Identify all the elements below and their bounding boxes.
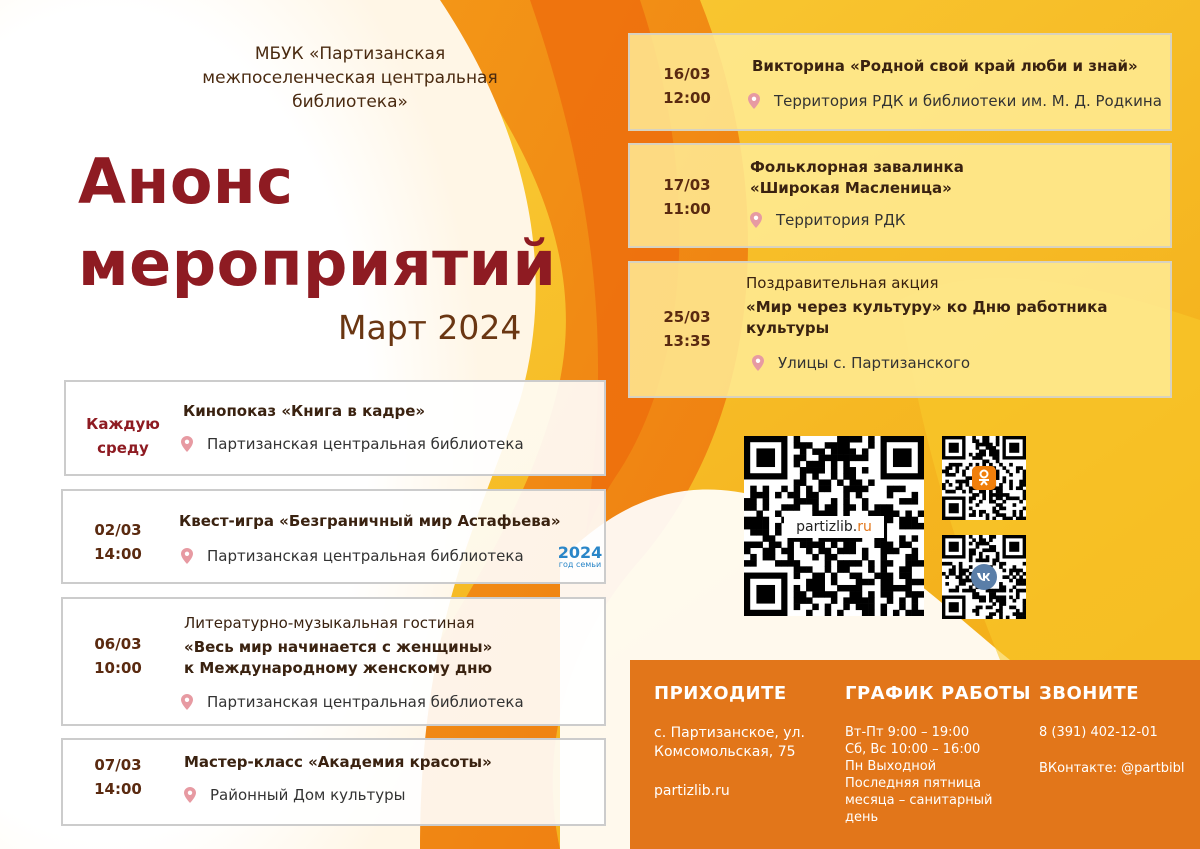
event-card-0603 bbox=[61, 597, 606, 726]
event-card-0203 bbox=[61, 489, 606, 584]
event-card-1703 bbox=[628, 143, 1172, 248]
phone-number[interactable]: 8 (391) 402-12-01 bbox=[1039, 725, 1158, 740]
call-heading: ЗВОНИТЕ bbox=[1039, 683, 1140, 704]
organization-name: МБУК «Партизанская межпоселенческая центральная библиотека» bbox=[202, 44, 498, 112]
family-year-logo: 2024 год семьи bbox=[557, 543, 603, 569]
event-date: 02/03 14:00 bbox=[94, 521, 142, 563]
event-subtitle: Поздравительная акция bbox=[746, 274, 939, 292]
event-date: Каждую среду bbox=[86, 415, 160, 457]
event-location: Территория РДК bbox=[750, 211, 906, 229]
vk-qr-code[interactable] bbox=[942, 535, 1026, 619]
schedule-list: Вт-Пт 9:00 – 19:00 Сб, Вс 10:00 – 16:00 Пн Выходной Последняя пятница месяца – санитарный день bbox=[845, 725, 993, 825]
location-pin-icon bbox=[181, 548, 193, 564]
event-title: Викторина «Родной свой край люби и знай» bbox=[752, 57, 1138, 75]
location-pin-icon bbox=[752, 355, 764, 371]
come-heading: ПРИХОДИТЕ bbox=[654, 683, 787, 704]
event-card-0703 bbox=[61, 738, 606, 826]
event-card-1603 bbox=[628, 33, 1172, 131]
event-date: 16/03 12:00 bbox=[663, 65, 711, 107]
event-title: Мастер-класс «Академия красоты» bbox=[184, 753, 492, 771]
website-qr-code[interactable] bbox=[744, 436, 924, 616]
event-title: Кинопоказ «Книга в кадре» bbox=[183, 402, 426, 420]
address: с. Партизанское, ул. Комсомольская, 75 bbox=[654, 725, 805, 760]
event-location: Территория РДК и библиотеки им. М. Д. Родкина bbox=[748, 92, 1162, 110]
event-title: Фольклорная завалинка «Широкая Масленица» bbox=[750, 158, 964, 197]
vk-icon bbox=[971, 564, 997, 590]
event-date: 06/03 10:00 bbox=[94, 635, 142, 677]
event-location: Районный Дом культуры bbox=[184, 786, 405, 804]
event-title: Квест-игра «Безграничный мир Астафьева» bbox=[179, 512, 561, 530]
title-line-2: мероприятий bbox=[78, 227, 557, 300]
event-card-weekly bbox=[64, 380, 606, 476]
event-location: Партизанская центральная библиотека bbox=[181, 693, 524, 711]
event-date: 07/03 14:00 bbox=[94, 756, 142, 798]
event-location: Партизанская центральная библиотека bbox=[181, 435, 524, 453]
location-pin-icon bbox=[181, 694, 193, 710]
site-link[interactable]: partizlib.ru bbox=[654, 783, 730, 799]
event-title: «Мир через культуру» ко Дню работника культуры bbox=[746, 298, 1108, 337]
location-pin-icon bbox=[748, 93, 760, 109]
event-date: 25/03 13:35 bbox=[663, 308, 711, 350]
odnoklassniki-icon bbox=[972, 466, 996, 490]
vk-contact[interactable]: ВКонтакте: @partbibl bbox=[1039, 761, 1185, 776]
event-location: Партизанская центральная библиотека bbox=[181, 547, 524, 565]
schedule-heading: ГРАФИК РАБОТЫ bbox=[845, 683, 1032, 704]
title-line-1: Анонс bbox=[78, 145, 294, 218]
event-subtitle: Литературно-музыкальная гостиная bbox=[184, 614, 475, 632]
event-date: 17/03 11:00 bbox=[663, 176, 711, 218]
event-location: Улицы с. Партизанского bbox=[752, 354, 970, 372]
contact-footer bbox=[630, 660, 1200, 849]
location-pin-icon bbox=[750, 212, 762, 228]
event-card-2503 bbox=[628, 261, 1172, 398]
event-title: «Весь мир начинается с женщины» к Международному женскому дню bbox=[184, 638, 493, 677]
odnoklassniki-qr-code[interactable] bbox=[942, 436, 1026, 520]
qr-site-label: partizlib.ru bbox=[784, 516, 884, 538]
month-label: Март 2024 bbox=[338, 308, 522, 347]
location-pin-icon bbox=[184, 787, 196, 803]
location-pin-icon bbox=[181, 436, 193, 452]
